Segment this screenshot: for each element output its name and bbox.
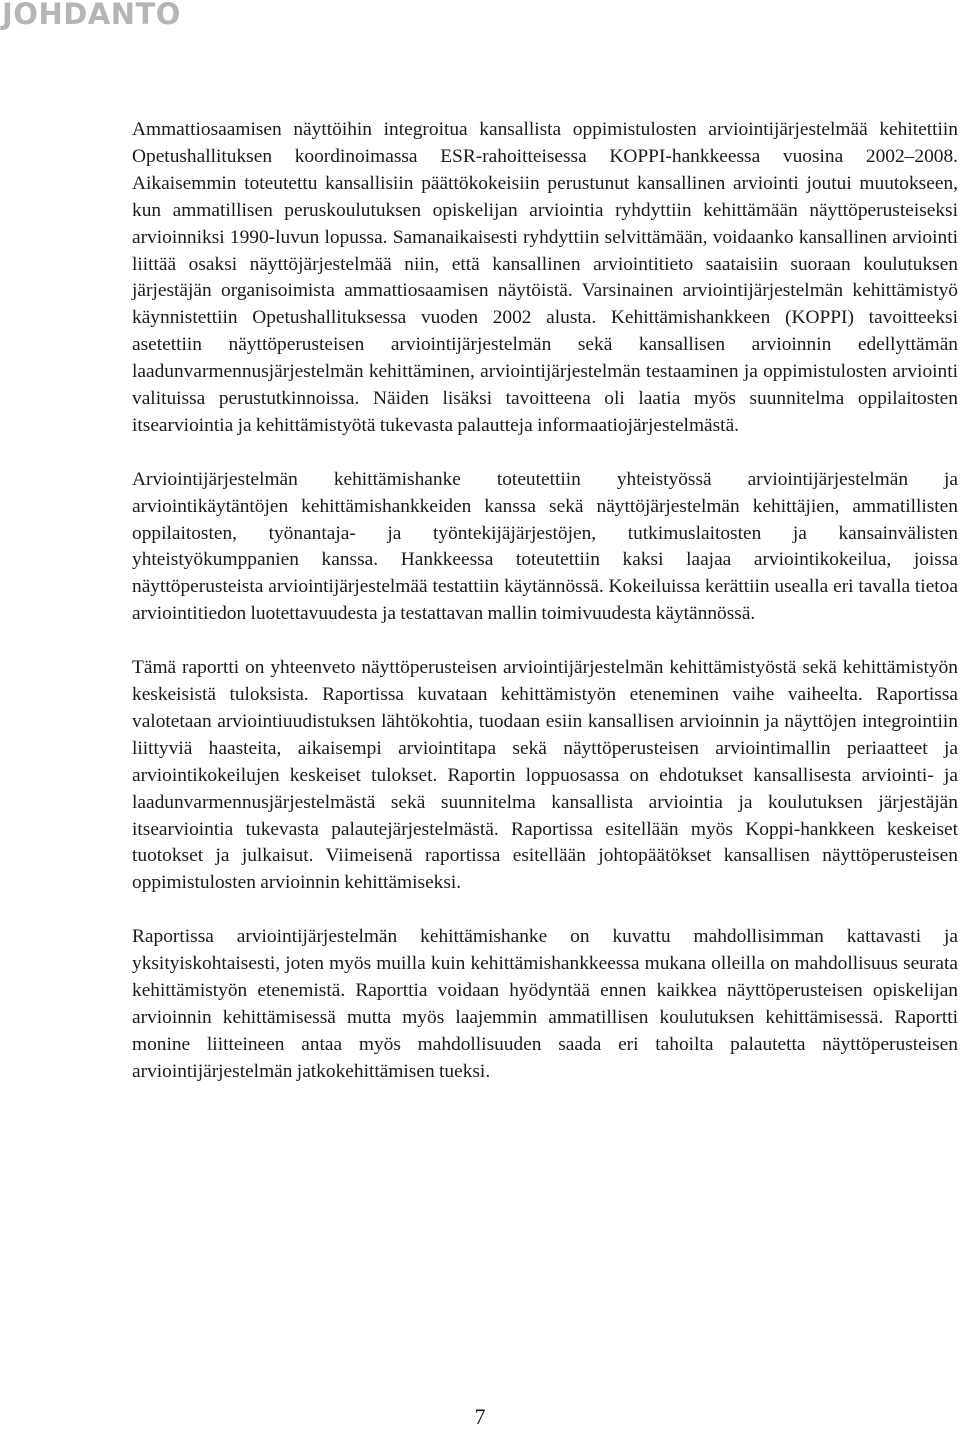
paragraph-3: Tämä raportti on yhteenveto näyttöperusteisen arviointijärjestelmän kehittämistyöstä sekä kehittämistyön keskeisistä tuloksista. Raportissa kuvataan kehittämistyön eteneminen vaihe vaiheelta. Raportissa valotetaan arviointiuudistuksen lähtökohtia, tuodaan esiin kansallisen arvioinnin ja näyttöjen integrointiin liittyviä haasteita, aikaisempi arviointitapa sekä näyttöperusteisen arviointimallin periaatteet ja arviointikokeilujen keskeiset tulokset. Raportin loppuosassa on ehdotukset kansallisesta arviointi- ja laadunvarmennusjärjestelmästä sekä suunnitelma kansallista arviointia ja koulutuksen järjestäjän itsearviointia tukevasta palautejärjestelmästä. Raportissa esitellään myös Koppi-hankkeen keskeiset tuotokset ja julkaisut. Viimeisenä raportissa esitellään johtopäätökset kansallisen näyttöperusteisen oppimistulosten arvioinnin kehittämiseksi. bbox=[132, 657, 958, 894]
body-text bbox=[132, 117, 958, 1112]
paragraph-4: Raportissa arviointijärjestelmän kehittämishanke on kuvattu mahdollisimman kattavasti ja yksityiskohtaisesti, joten myös muilla kuin kehittämishankkeessa mukana olleilla on mahdollisuus seurata kehittämistyön etenemistä. Raporttia voidaan hyödyntää ennen kaikkea näyttöperusteisen opiskelijan arvioinnin kehittämisessä mutta myös laajemmin ammatillisen koulutuksen kehittämisessä. Raportti monine liitteineen antaa myös mahdollisuuden saada eri tahoilta palautetta näyttöperusteisen arviointijärjestelmän jatkokehittämisen tueksi. bbox=[132, 926, 958, 1082]
page-number: 7 bbox=[474, 1404, 486, 1429]
paragraph-1: Ammattiosaamisen näyttöihin integroitua kansallista oppimistulosten arviointijärjestelmää kehitettiin Opetushallituksen koordinoimassa ESR-rahoitteisessa KOPPI-hankkeessa vuosina 2002–2008. Aikaisemmin toteutettu kansallisiin päättökokeisiin perustunut kansallinen arviointi joutui muutokseen, kun ammatillisen peruskoulutuksen opiskelijan arviointia ryhdyttiin kehittämään näyttöperusteiseksi arvioinniksi 1990-luvun lopussa. Samanaikaisesti ryhdyttiin selvittämään, voidaanko kansallinen arviointi liittää osaksi näyttöjärjestelmää niin, että kansallinen arviointitieto saataisiin suoraan koulutuksen järjestäjän organisoimista ammattiosaamisen näytöistä. Varsinainen arviointijärjestelmän kehittämistyö käynnistettiin Opetushallituksessa vuoden 2002 alusta. Kehittämishankkeen (KOPPI) tavoitteeksi asetettiin näyttöperusteisen arviointijärjestelmän sekä kansallisen arvioinnin edellyttämän laadunvarmennusjärjestelmän kehittäminen, arviointijärjestelmän testaaminen ja oppimistulosten arviointi valituissa perustutkinnoissa. Näiden lisäksi tavoitteena oli laatia myös suunnitelma oppilaitosten itsearviointia ja kehittämistyötä tukevasta palautteja informaatiojärjestelmästä. bbox=[132, 119, 958, 436]
paragraph-2: Arviointijärjestelmän kehittämishanke toteutettiin yhteistyössä arviointijärjestelmän ja arviointikäytäntöjen kehittämishankkeiden kanssa sekä näyttöjärjestelmän kehittäjien, ammatillisten oppilaitosten, työnantaja- ja työntekijäjärjestöjen, tutkimuslaitosten ja kansainvälisten yhteistyökumppanien kanssa. Hankkeessa toteutettiin kaksi laajaa arviointikokeilua, joissa näyttöperusteista arviointijärjestelmää testattiin käytännössä. Kokeiluissa kerättiin usealla eri tavalla tietoa arviointitiedon luotettavuudesta ja testattavan mallin toimivuudesta käytännössä. bbox=[132, 468, 958, 625]
section-heading: JOHDANTO bbox=[2, 0, 181, 31]
